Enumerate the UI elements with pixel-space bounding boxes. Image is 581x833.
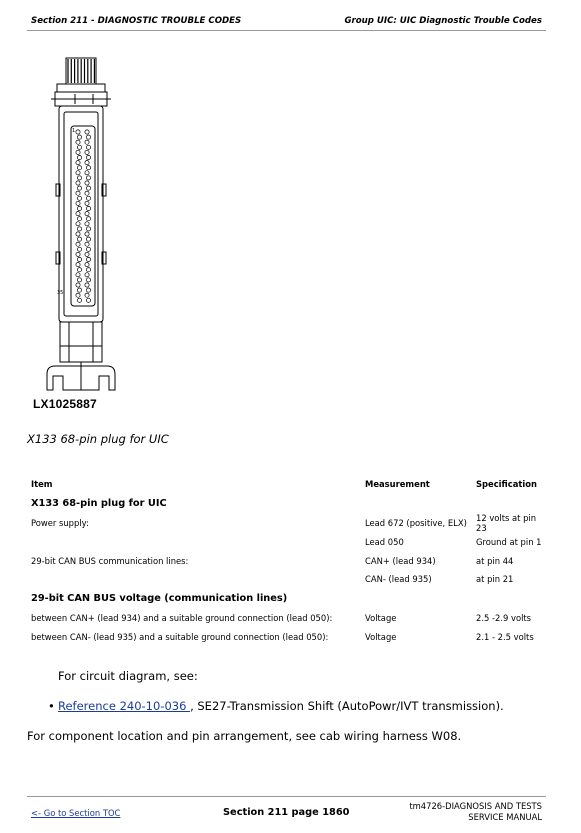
- specification-cell: 2.5 -2.9 volts: [476, 613, 532, 624]
- figure-caption: X133 68-pin plug for UIC: [27, 432, 169, 446]
- manual-title-line2: SERVICE MANUAL: [468, 812, 542, 822]
- group-title: X133 68-pin plug for UIC: [31, 497, 167, 509]
- measurement-cell: CAN+ (lead 934): [365, 555, 436, 566]
- header-group-title: Group UIC: UIC Diagnostic Trouble Codes: [344, 16, 542, 26]
- specification-cell: 2.1 - 2.5 volts: [476, 631, 534, 642]
- reference-link[interactable]: Reference 240-10-036: [58, 699, 191, 713]
- table-row: [28, 513, 548, 533]
- specification-cell: at pin 44: [476, 555, 514, 566]
- measurement-cell: CAN- (lead 935): [365, 574, 432, 585]
- reference-description: , SE27-Transmission Shift (AutoPowr/IVT transmission).: [190, 699, 504, 713]
- reference-list-item: [48, 699, 504, 713]
- page-footer: [27, 796, 546, 827]
- item-cell: Power supply:: [31, 518, 89, 528]
- measurement-cell: Voltage: [365, 613, 397, 624]
- specification-cell: Ground at pin 1: [476, 537, 542, 548]
- circuit-diagram-note: For circuit diagram, see:: [58, 669, 198, 683]
- measurement-cell: Lead 050: [365, 537, 404, 548]
- table-row: [28, 533, 548, 552]
- group-title: 29-bit CAN BUS voltage (communication lines): [31, 593, 288, 605]
- table-row: [28, 552, 548, 571]
- manual-title: [409, 801, 542, 823]
- specification-cell: 12 volts at pin 23: [476, 513, 537, 533]
- component-location-note: For component location and pin arrangement, see cab wiring harness W08.: [27, 729, 462, 743]
- table-row: [28, 627, 548, 646]
- go-to-section-toc-link[interactable]: <- Go to Section TOC: [31, 808, 121, 818]
- item-cell: [28, 533, 362, 552]
- column-header-specification: Specification: [476, 479, 537, 489]
- group-row: [28, 493, 548, 513]
- measurement-cell: Lead 672 (positive, ELX): [365, 518, 467, 528]
- header-section-title: Section 211 - DIAGNOSTIC TROUBLE CODES: [31, 16, 242, 26]
- specification-cell: at pin 21: [476, 574, 514, 585]
- connector-drawing: [31, 56, 131, 416]
- item-cell: 29-bit CAN BUS communication lines:: [31, 555, 189, 566]
- item-cell: between CAN+ (lead 934) and a suitable ground connection (lead 050):: [31, 613, 333, 624]
- column-header-item: Item: [31, 479, 53, 489]
- page-header: [27, 14, 546, 31]
- column-header-measurement: Measurement: [365, 479, 430, 489]
- table-header-row: [28, 475, 548, 493]
- item-cell: [28, 570, 362, 589]
- figure-id: LX1025887: [33, 397, 97, 411]
- manual-title-line1: tm4726-DIAGNOSIS AND TESTS: [409, 801, 542, 811]
- item-cell: between CAN- (lead 935) and a suitable ground connection (lead 050):: [31, 631, 329, 642]
- svg-text:35: 35: [57, 290, 64, 296]
- table-row: [28, 609, 548, 628]
- table-row: [28, 570, 548, 589]
- page-number: Section 211 page 1860: [223, 807, 350, 818]
- spec-table: [28, 475, 548, 646]
- measurement-cell: Voltage: [365, 631, 397, 642]
- group-row: [28, 589, 548, 609]
- svg-text:1: 1: [72, 128, 76, 134]
- bullet-icon: •: [48, 699, 55, 713]
